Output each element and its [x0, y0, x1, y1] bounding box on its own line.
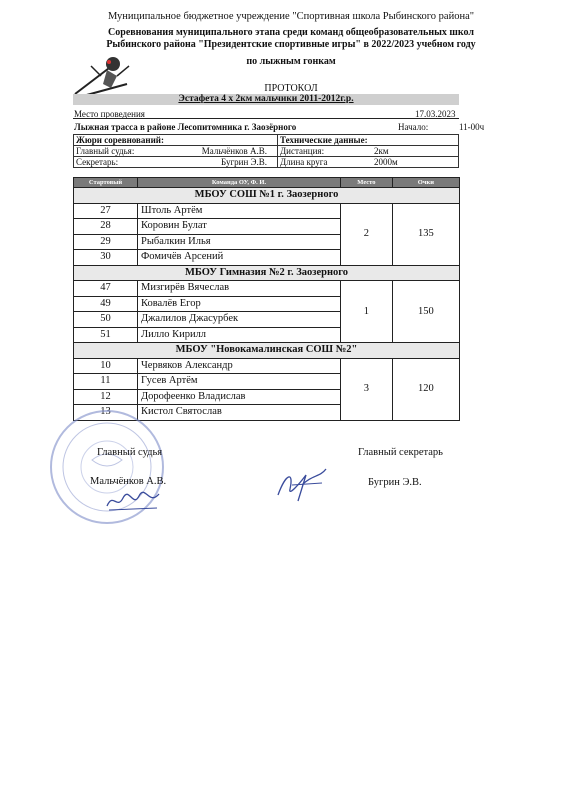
- start-time: 11-00ч: [459, 122, 485, 132]
- track-description: Лыжная трасса в районе Лесопитомника г. Заозёрного: [74, 122, 297, 132]
- table-row: [74, 281, 460, 297]
- team-header-row: [74, 343, 460, 359]
- start-number: 50: [74, 312, 138, 328]
- team-points: 135: [392, 203, 459, 265]
- athlete-name: Мизгирёв Вячеслав: [137, 281, 340, 297]
- team-header-row: [74, 188, 460, 204]
- athlete-name: Дорофеенко Владислав: [137, 389, 340, 405]
- athlete-name: Коровин Булат: [137, 219, 340, 235]
- competition-line-1: Соревнования муниципального этапа среди команд общеобразовательных школ: [108, 27, 474, 38]
- start-number: 30: [74, 250, 138, 266]
- team-points: 150: [392, 281, 459, 343]
- jury-role: Секретарь:: [74, 157, 159, 168]
- event-title: Эстафета 4 х 2км мальчики 2011-2012г.р.: [73, 94, 459, 105]
- school-name: МБОУ "Новокамалинская СОШ №2": [74, 343, 460, 359]
- competition-line-3: по лыжным гонкам: [246, 56, 336, 67]
- tech-param: Длина круга: [278, 157, 373, 168]
- jury-person: Мальчёнков А.В.: [158, 146, 278, 157]
- column-header-start: Стартовый: [74, 178, 138, 188]
- start-number: 49: [74, 296, 138, 312]
- start-number: 28: [74, 219, 138, 235]
- chief-judge-title: Главный судья: [97, 447, 163, 458]
- athlete-name: Гусев Артём: [137, 374, 340, 390]
- jury-table: [73, 134, 459, 168]
- start-number: 27: [74, 203, 138, 219]
- tech-title: Технические данные:: [278, 135, 459, 146]
- start-number: 47: [74, 281, 138, 297]
- column-header-row: [74, 178, 460, 188]
- chief-secretary-name: Бугрин Э.В.: [368, 477, 422, 488]
- start-number: 11: [74, 374, 138, 390]
- jury-title: Жюри соревнований:: [74, 135, 278, 146]
- athlete-name: Кистол Святослав: [137, 405, 340, 421]
- athlete-name: Фомичёв Арсений: [137, 250, 340, 266]
- athlete-name: Рыбалкин Илья: [137, 234, 340, 250]
- athlete-name: Ковалёв Егор: [137, 296, 340, 312]
- divider: [73, 118, 459, 119]
- event-date: 17.03.2023: [415, 109, 456, 119]
- school-name: МБОУ СОШ №1 г. Заозерного: [74, 188, 460, 204]
- athlete-name: Джалилов Джасурбек: [137, 312, 340, 328]
- team-points: 120: [392, 358, 459, 420]
- venue-label: Место проведения: [74, 109, 145, 119]
- column-header-points: Очки: [392, 178, 459, 188]
- tech-value: 2000м: [372, 157, 459, 168]
- start-number: 10: [74, 358, 138, 374]
- start-label: Начало:: [398, 122, 429, 132]
- table-row: [74, 203, 460, 219]
- team-place: 2: [340, 203, 392, 265]
- table-row: [74, 358, 460, 374]
- tech-param: Дистанция:: [278, 146, 373, 157]
- institution-name: Муниципальное бюджетное учреждение "Спортивная школа Рыбинского района": [107, 11, 475, 22]
- jury-role: Главный судья:: [74, 146, 159, 157]
- jury-person: Бугрин Э.В.: [158, 157, 278, 168]
- protocol-heading: ПРОТОКОЛ: [264, 83, 318, 94]
- start-number: 29: [74, 234, 138, 250]
- judge-signature-icon: [103, 488, 163, 514]
- start-number: 51: [74, 327, 138, 343]
- competition-title: [0, 27, 582, 50]
- results-table: [73, 177, 460, 421]
- tech-value: 2км: [372, 146, 459, 157]
- chief-secretary-title: Главный секретарь: [358, 447, 443, 458]
- athlete-name: Лилло Кирилл: [137, 327, 340, 343]
- school-name: МБОУ Гимназия №2 г. Заозерного: [74, 265, 460, 281]
- competition-line-2: Рыбинского района "Президентские спортивные игры" в 2022/2023 учебном году: [106, 38, 476, 50]
- athlete-name: Штоль Артём: [137, 203, 340, 219]
- start-number: 12: [74, 389, 138, 405]
- team-header-row: [74, 265, 460, 281]
- column-header-team: Команда ОУ, Ф. И.: [137, 178, 340, 188]
- team-place: 3: [340, 358, 392, 420]
- start-number: 13: [74, 405, 138, 421]
- athlete-name: Червяков Александр: [137, 358, 340, 374]
- secretary-signature-icon: [272, 465, 332, 503]
- chief-judge-name: Мальчёнков А.В.: [90, 476, 167, 487]
- column-header-place: Место: [340, 178, 392, 188]
- team-place: 1: [340, 281, 392, 343]
